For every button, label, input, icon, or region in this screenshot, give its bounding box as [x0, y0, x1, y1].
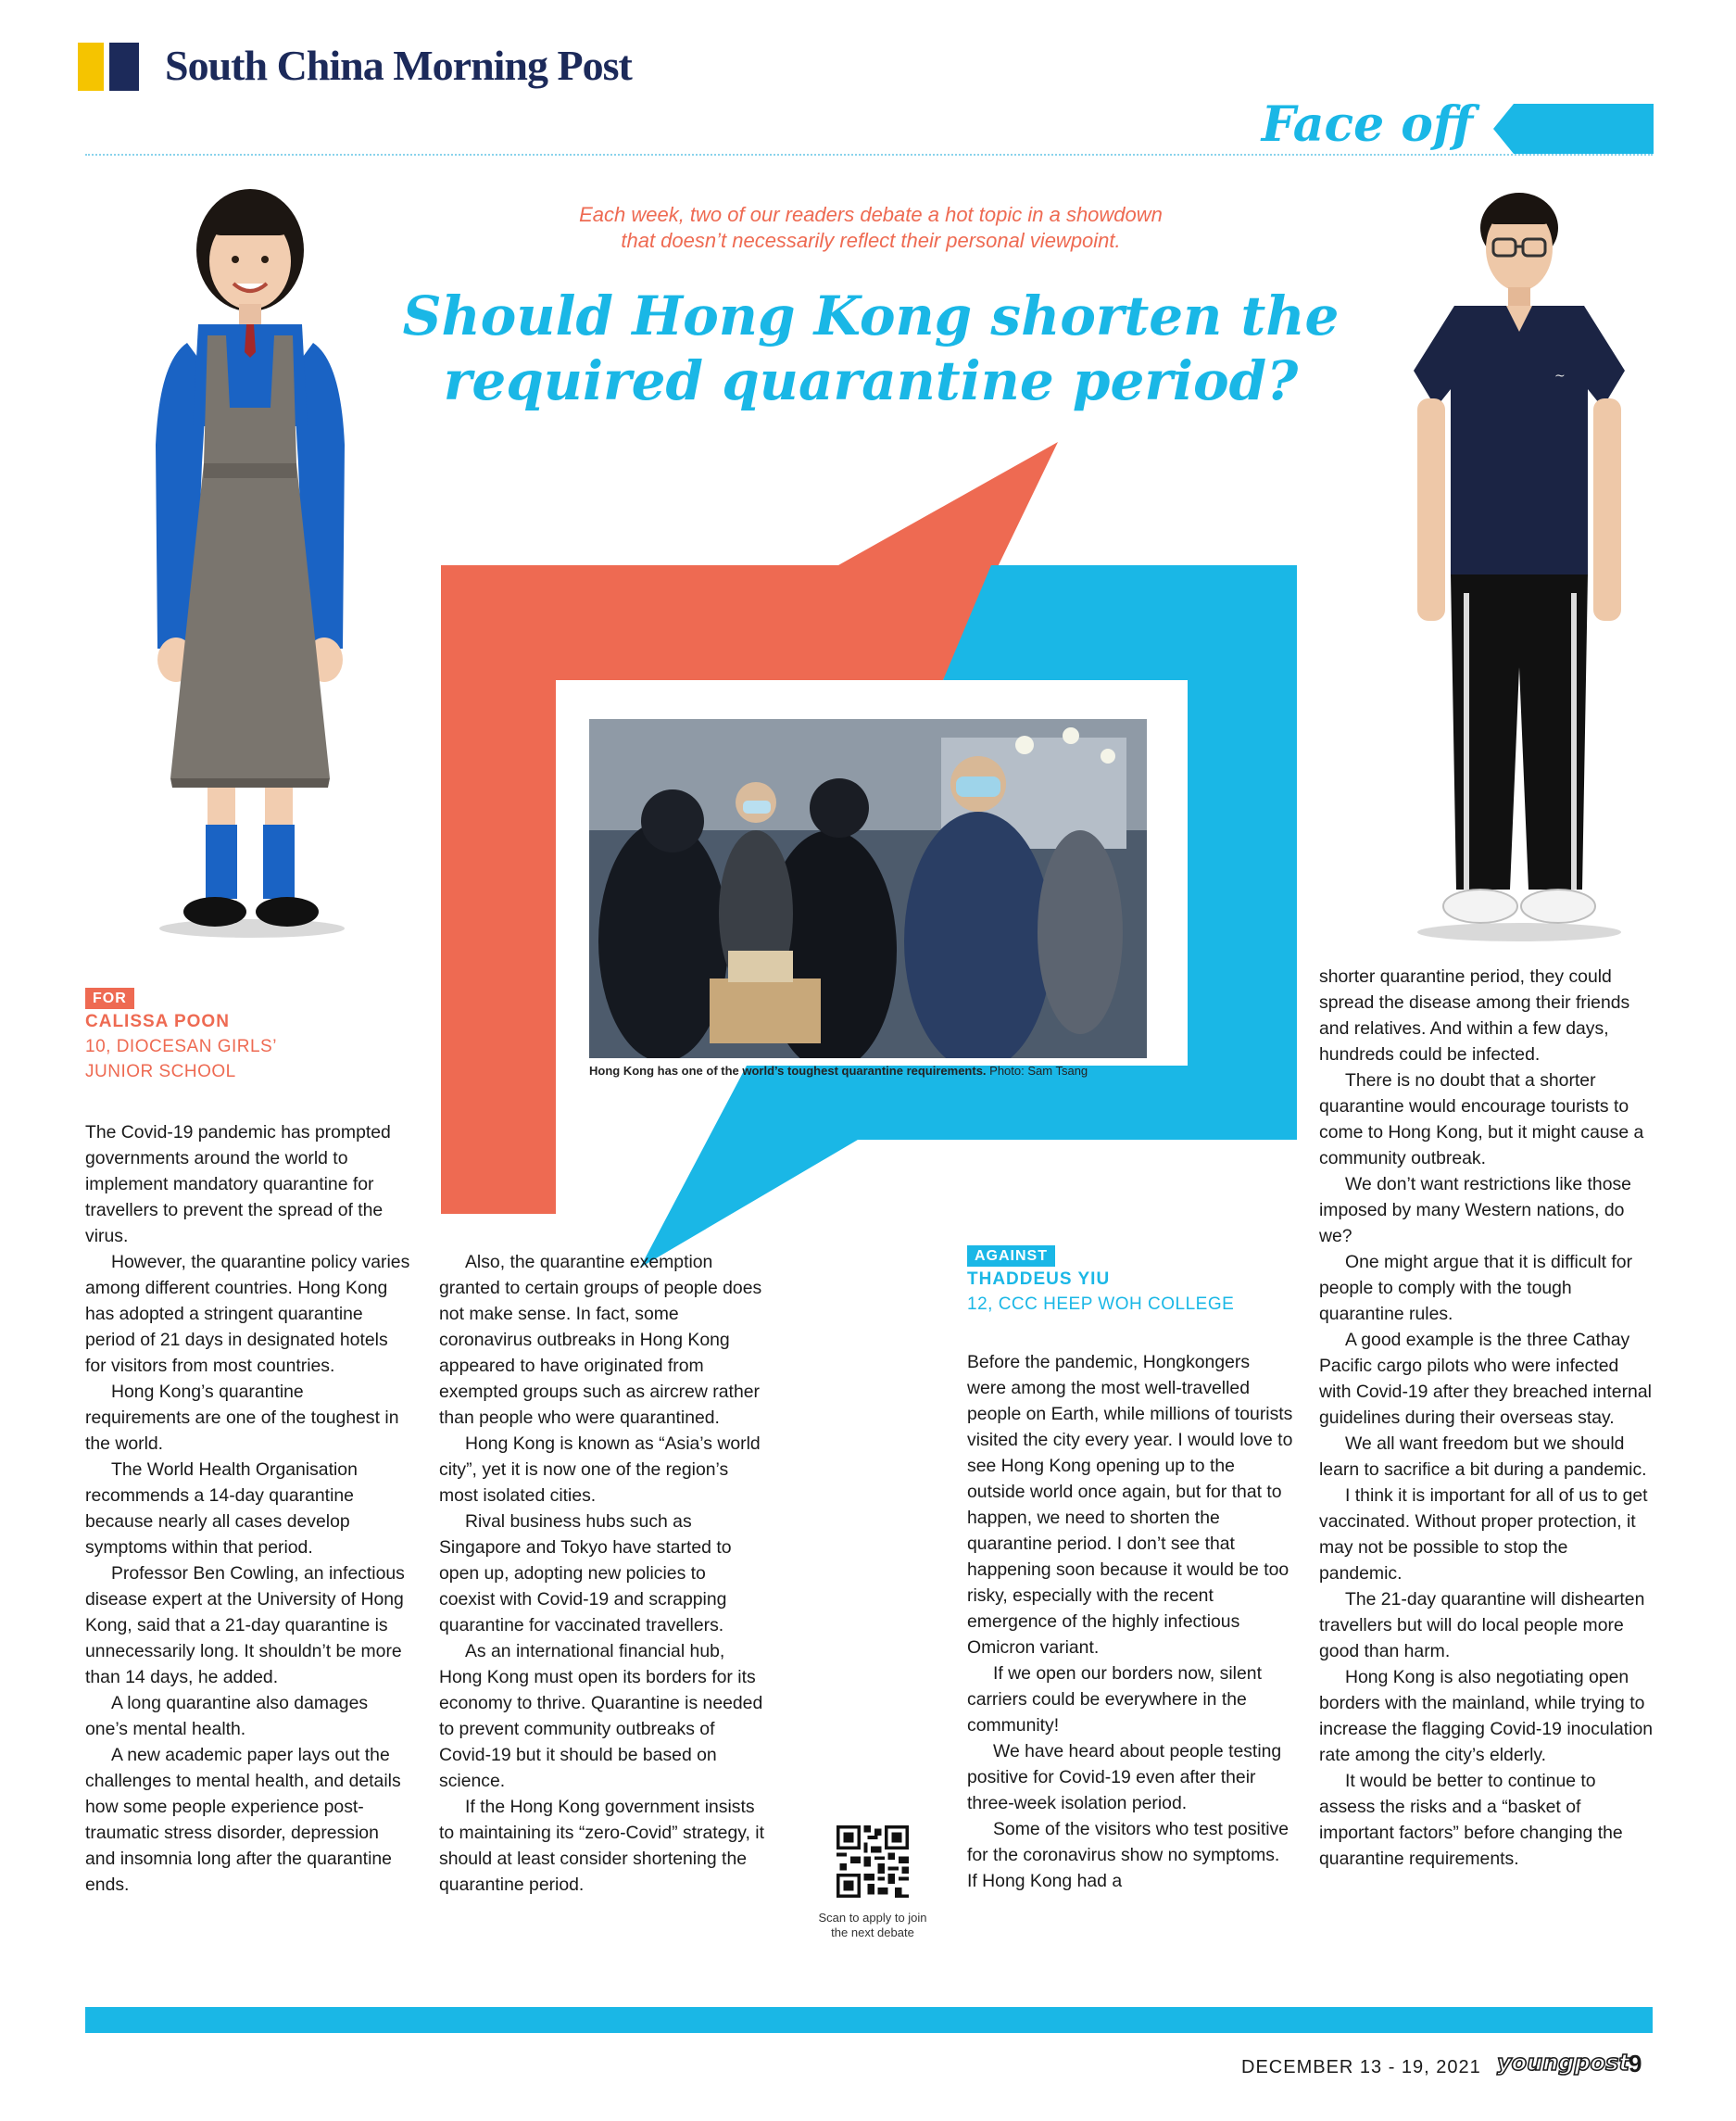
qr-code[interactable] — [837, 1825, 909, 1898]
headline-line-2: required quarantine period? — [443, 349, 1299, 412]
paragraph: A good example is the three Cathay Pacific cargo pilots who were infected with Covid-19 after they breached internal guidelines during their overseas stay. — [1319, 1330, 1652, 1428]
page-number: 9 — [1629, 2050, 1642, 2077]
footer-bar — [85, 2007, 1653, 2033]
paragraph: If the Hong Kong government insists to maintaining its “zero-Covid” strategy, it should at least consider shortening the quarantine period. — [439, 1797, 764, 1895]
paragraph: Professor Ben Cowling, an infectious disease expert at the University of Hong Kong, said that a 21-day quarantine is unnecessarily long. It shouldn’t be more than 14 days, he added. — [85, 1563, 405, 1687]
caption-credit: Photo: Sam Tsang — [986, 1064, 1088, 1078]
for-badge: FOR — [85, 988, 134, 1009]
for-column-2 — [439, 1249, 765, 1898]
paragraph: We all want freedom but we should learn to sacrifice a bit during a pandemic. — [1319, 1433, 1647, 1480]
paragraph: The Covid-19 pandemic has prompted governments around the world to implement mandatory quarantine for travellers to prevent the spread of the virus. — [85, 1122, 391, 1246]
paragraph: There is no doubt that a shorter quarantine would encourage tourists to come to Hong Kong, but it might cause a community outbreak. — [1319, 1070, 1644, 1168]
intro-line-1: Each week, two of our readers debate a hot topic in a showdown — [579, 203, 1163, 226]
headline-line-1: Should Hong Kong shorten the — [402, 284, 1340, 347]
against-author-name: THADDEUS YIU — [967, 1269, 1111, 1289]
qr-caption-line-2: the next debate — [831, 1925, 914, 1939]
airport-photo — [589, 719, 1147, 1058]
paragraph: The 21-day quarantine will dishearten travellers but will do local people more good than harm. — [1319, 1589, 1645, 1661]
paragraph: I think it is important for all of us to get vaccinated. Without proper protection, it may not be possible to stop the pandemic. — [1319, 1485, 1648, 1584]
section-tab-shape — [1493, 104, 1654, 154]
paragraph: The World Health Organisation recommends a 14-day quarantine because nearly all cases develop symptoms within that period. — [85, 1459, 358, 1558]
paragraph: Some of the visitors who test positive for the coronavirus show no symptoms. If Hong Kong had a — [967, 1819, 1289, 1891]
paragraph: It would be better to continue to assess the risks and a “basket of important factors” before changing the quarantine requirements. — [1319, 1771, 1623, 1869]
paragraph: Hong Kong’s quarantine requirements are one of the toughest in the world. — [85, 1382, 399, 1454]
intro-text — [519, 202, 1223, 254]
against-column-1 — [967, 1349, 1293, 1894]
headline — [389, 284, 1352, 413]
masthead-title: South China Morning Post — [165, 42, 632, 89]
against-school: 12, CCC HEEP WOH COLLEGE — [967, 1294, 1235, 1314]
girl-portrait — [111, 185, 380, 945]
logo-navy-block — [109, 43, 139, 91]
for-byline — [85, 988, 277, 1084]
qr-caption — [806, 1911, 939, 1940]
paragraph: We don’t want restrictions like those imposed by many Western nations, do we? — [1319, 1174, 1631, 1246]
svg-text:~: ~ — [1554, 369, 1566, 384]
for-column-1 — [85, 1119, 411, 1898]
paragraph: As an international financial hub, Hong Kong must open its borders for its economy to thrive. Quarantine is needed to prevent community outbreaks of Covid-19 but it should be based on science. — [439, 1641, 763, 1791]
against-byline — [967, 1245, 1234, 1317]
paragraph: Before the pandemic, Hongkongers were among the most well-travelled people on Earth, while millions of tourists visited the city every year. I would love to see Hong Kong opening up to the outside world once again, but for that to happen, we need to shorten the quarantine period. I don’t see that happening soon because it would be too risky, especially with the recent emergence of the highly infectious Omicron variant. — [967, 1352, 1293, 1658]
for-school-line-1: 10, DIOCESAN GIRLS’ — [85, 1037, 277, 1056]
qr-caption-line-1: Scan to apply to join — [818, 1911, 927, 1925]
for-school-line-2: JUNIOR SCHOOL — [85, 1062, 236, 1081]
young-post-logo: youngpost — [1497, 2050, 1629, 2076]
photo-caption — [589, 1064, 1164, 1079]
section-title: Face off — [1261, 96, 1473, 153]
header-divider — [85, 154, 1653, 156]
paragraph: A long quarantine also damages one’s mental health. — [85, 1693, 369, 1739]
against-badge: AGAINST — [967, 1245, 1055, 1267]
paragraph: Hong Kong is also negotiating open borders with the mainland, while trying to increase the flagging Covid-19 inoculation rate among the city’s elderly. — [1319, 1667, 1654, 1765]
paragraph: Hong Kong is known as “Asia’s world city”, yet it is now one of the region’s most isolated cities. — [439, 1433, 761, 1506]
scmp-logo-mark — [78, 43, 139, 91]
paragraph: If we open our borders now, silent carriers could be everywhere in the community! — [967, 1663, 1262, 1736]
paragraph: We have heard about people testing positive for Covid-19 even after their three-week isolation period. — [967, 1741, 1282, 1813]
issue-date: DECEMBER 13 - 19, 2021 — [1241, 2057, 1481, 2077]
for-author-name: CALISSA POON — [85, 1012, 230, 1031]
boy-portrait — [1390, 185, 1649, 945]
paragraph: Also, the quarantine exemption granted to certain groups of people does not make sense. In fact, some coronavirus outbreaks in Hong Kong appeared to have originated from exempted groups such as aircrew rather than people who were quarantined. — [439, 1252, 762, 1428]
paragraph: One might argue that it is difficult for people to comply with the tough quarantine rules. — [1319, 1252, 1633, 1324]
logo-yellow-block — [78, 43, 104, 91]
paragraph: However, the quarantine policy varies among different countries. Hong Kong has adopted a stringent quarantine period of 21 days in designated hotels for visitors from most countries. — [85, 1252, 410, 1376]
paragraph: shorter quarantine period, they could spread the disease among their friends and relatives. And within a few days, hundreds could be infected. — [1319, 966, 1630, 1065]
intro-line-2: that doesn’t necessarily reflect their personal viewpoint. — [621, 229, 1121, 252]
paragraph: A new academic paper lays out the challenges to mental health, and details how some people experience post-traumatic stress disorder, depression and insomnia long after the quarantine ends. — [85, 1745, 401, 1895]
paragraph: Rival business hubs such as Singapore and Tokyo have started to open up, adopting new policies to coexist with Covid-19 and scrapping quarantine for vaccinated travellers. — [439, 1511, 732, 1635]
caption-bold: Hong Kong has one of the world’s toughest quarantine requirements. — [589, 1064, 987, 1078]
against-column-2 — [1319, 964, 1654, 1872]
